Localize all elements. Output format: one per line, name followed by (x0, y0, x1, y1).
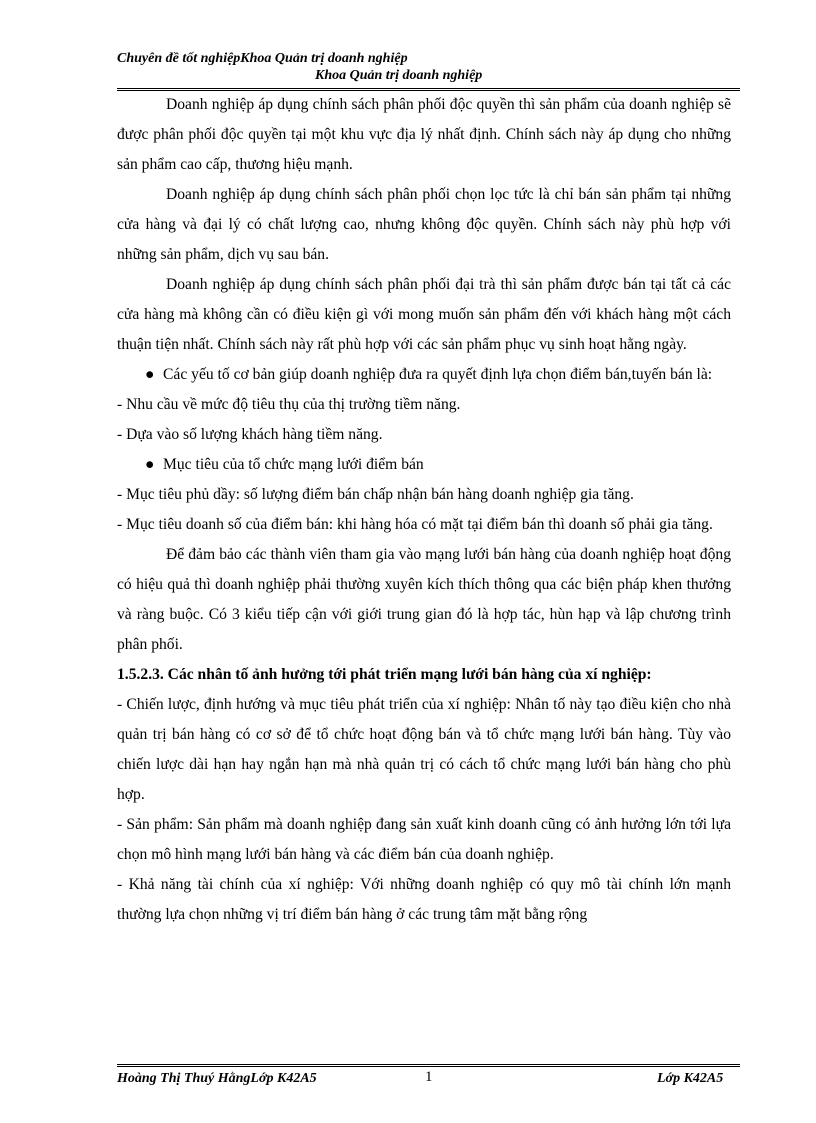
header-title: Chuyên đề tốt nghiệpKhoa Quản trị doanh nghiệp (117, 51, 408, 66)
bullet-icon: ● (145, 456, 155, 473)
paragraph: Doanh nghiệp áp dụng chính sách phân phối đại trà thì sản phẩm được bán tại tất cả các cửa hàng mà không cần có điều kiện gì với mong muốn sản phẩm đến với khách hàng một cách thuận tiện nhất. Chính sách này rất phù hợp với các sản phẩm phục vụ sinh hoạt hằng ngày. (117, 276, 731, 353)
section-heading: 1.5.2.3. Các nhân tố ảnh hưởng tới phát triển mạng lưới bán hàng của xí nghiệp: (117, 666, 652, 683)
paragraph: Để đảm bảo các thành viên tham gia vào mạng lưới bán hàng của doanh nghiệp hoạt động có hiệu quả thì doanh nghiệp phải thường xuyên kích thích thông qua các biện pháp khen thưởng và ràng buộc. Có 3 kiểu tiếp cận với giới trung gian đó là hợp tác, hùn hạp và lập chương trình phân phối. (117, 546, 731, 653)
dash-item: - Dựa vào số lượng khách hàng tiềm năng. (117, 426, 383, 443)
dash-item: - Sản phẩm: Sản phẩm mà doanh nghiệp đang sản xuất kinh doanh cũng có ảnh hưởng lớn tới lựa chọn mô hình mạng lưới bán hàng và các điểm bán của doanh nghiệp. (117, 816, 731, 863)
footer-author: Hoàng Thị Thuý HằngLớp K42A5 (117, 1071, 317, 1086)
dash-item: - Mục tiêu phủ dầy: số lượng điểm bán chấp nhận bán hàng doanh nghiệp gia tăng. (117, 486, 634, 503)
bullet-item (117, 450, 731, 480)
footer-class: Lớp K42A5 (657, 1071, 724, 1086)
header-subtitle: Khoa Quản trị doanh nghiệp (315, 68, 483, 83)
page-number: 1 (425, 1069, 433, 1085)
footer-divider (117, 1064, 740, 1067)
dash-item: - Khả năng tài chính của xí nghiệp: Với những doanh nghiệp có quy mô tài chính lớn mạnh thường lựa chọn những vị trí điểm bán hàng ở các trung tâm mặt bằng rộng (117, 876, 731, 923)
paragraph: Doanh nghiệp áp dụng chính sách phân phối độc quyền thì sản phẩm của doanh nghiệp sẽ được phân phối độc quyền tại một khu vực địa lý nhất định. Chính sách này áp dụng cho những sản phẩm cao cấp, thương hiệu mạnh. (117, 96, 731, 173)
dash-item: - Nhu cầu về mức độ tiêu thụ của thị trường tiềm năng. (117, 396, 461, 413)
bullet-item (117, 360, 731, 390)
document-body (117, 90, 731, 930)
dash-item: - Mục tiêu doanh số của điểm bán: khi hàng hóa có mặt tại điểm bán thì doanh số phải gia tăng. (117, 516, 713, 533)
dash-item: - Chiến lược, định hướng và mục tiêu phát triển của xí nghiệp: Nhân tố này tạo điều kiện cho nhà quản trị bán hàng có cơ sở để tổ chức hoạt động bán và tổ chức mạng lưới bán hàng. Tùy vào chiến lược dài hạn hay ngắn hạn mà nhà quản trị có cách tổ chức mạng lưới bán hàng cho phù hợp. (117, 696, 731, 803)
paragraph: Doanh nghiệp áp dụng chính sách phân phối chọn lọc tức là chỉ bán sản phẩm tại những cửa hàng và đại lý có chất lượng cao, nhưng không độc quyền. Chính sách này phù hợp với những sản phẩm, dịch vụ sau bán. (117, 186, 731, 263)
bullet-text: Các yếu tố cơ bản giúp doanh nghiệp đưa ra quyết định lựa chọn điểm bán,tuyến bán là: (163, 366, 713, 383)
bullet-icon: ● (145, 366, 155, 383)
bullet-text: Mục tiêu của tổ chức mạng lưới điểm bán (163, 456, 424, 473)
